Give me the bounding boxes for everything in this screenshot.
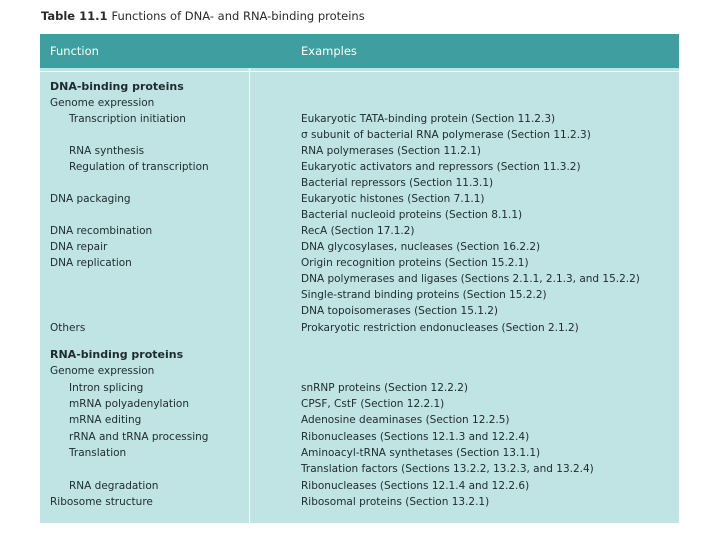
cell-example: Bacterial repressors (Section 11.3.1) <box>301 177 494 189</box>
cell-example: Eukaryotic histones (Section 7.1.1) <box>301 193 485 205</box>
cell-function: Intron splicing <box>69 382 144 394</box>
table-row <box>40 111 679 127</box>
cell-example: RNA polymerases (Section 11.2.1) <box>301 145 482 157</box>
cell-example: RecA (Section 17.1.2) <box>301 225 415 237</box>
table-row <box>40 223 679 239</box>
cell-example: DNA glycosylases, nucleases (Section 16.2.2) <box>301 241 541 253</box>
cell-function: Others <box>50 322 86 334</box>
table-row <box>40 363 679 379</box>
cell-example: Bacterial nucleoid proteins (Section 8.1.1) <box>301 209 523 221</box>
cell-example: snRNP proteins (Section 12.2.2) <box>301 382 469 394</box>
table-row <box>40 271 679 287</box>
cell-function: DNA recombination <box>50 225 153 237</box>
table-row <box>40 380 679 396</box>
table-row <box>40 396 679 412</box>
table-row <box>40 303 679 319</box>
table-row <box>40 445 679 461</box>
table-row <box>40 239 679 255</box>
cell-function: Genome expression <box>50 365 155 377</box>
header-function: Function <box>50 44 99 58</box>
cell-example: Ribonucleases (Sections 12.1.4 and 12.2.6) <box>301 480 530 492</box>
table-row <box>40 95 679 111</box>
cell-example: Prokaryotic restriction endonucleases (Section 2.1.2) <box>301 322 579 334</box>
cell-example: Adenosine deaminases (Section 12.2.5) <box>301 414 510 426</box>
table-header <box>40 34 679 68</box>
functions-table <box>40 34 679 523</box>
cell-example: Single-strand binding proteins (Section 15.2.2) <box>301 289 547 301</box>
cell-function: RNA degradation <box>69 480 159 492</box>
cell-function: Transcription initiation <box>69 113 186 125</box>
cell-example: Eukaryotic activators and repressors (Section 11.3.2) <box>301 161 581 173</box>
cell-function: DNA packaging <box>50 193 131 205</box>
table-row <box>40 287 679 303</box>
table-row <box>40 461 679 477</box>
table-row <box>40 412 679 428</box>
cell-example: Origin recognition proteins (Section 15.2.1) <box>301 257 529 269</box>
table-row <box>40 320 679 336</box>
cell-function: Ribosome structure <box>50 496 153 508</box>
table-row <box>40 159 679 175</box>
table-row <box>40 127 679 143</box>
cell-example: CPSF, CstF (Section 12.2.1) <box>301 398 445 410</box>
cell-function: Genome expression <box>50 97 155 109</box>
cell-function: RNA synthesis <box>69 145 145 157</box>
cell-example: Translation factors (Sections 13.2.2, 13.2.3, and 13.2.4) <box>301 463 594 475</box>
cell-example: Eukaryotic TATA-binding protein (Section 11.2.3) <box>301 113 556 125</box>
cell-example: Ribonucleases (Sections 12.1.3 and 12.2.4) <box>301 431 530 443</box>
cell-function: DNA repair <box>50 241 108 253</box>
cell-example: DNA topoisomerases (Section 15.1.2) <box>301 305 499 317</box>
cell-example: σ subunit of bacterial RNA polymerase (Section 11.2.3) <box>301 129 591 141</box>
table-row <box>40 347 679 363</box>
header-examples: Examples <box>301 44 357 58</box>
table-caption <box>41 9 365 23</box>
table-row <box>40 175 679 191</box>
table-row <box>40 143 679 159</box>
table-row <box>40 255 679 271</box>
table-number: Table 11.1 <box>41 9 108 23</box>
cell-example: Ribosomal proteins (Section 13.2.1) <box>301 496 490 508</box>
cell-example: DNA polymerases and ligases (Sections 2.1.1, 2.1.3, and 15.2.2) <box>301 273 640 285</box>
section-heading: DNA-binding proteins <box>50 80 184 93</box>
table-row <box>40 429 679 445</box>
cell-function: DNA replication <box>50 257 132 269</box>
section-heading: RNA-binding proteins <box>50 348 184 361</box>
cell-function: Translation <box>69 447 127 459</box>
table-row <box>40 191 679 207</box>
table-row <box>40 79 679 95</box>
table-row <box>40 478 679 494</box>
cell-function: rRNA and tRNA processing <box>69 431 209 443</box>
cell-function: mRNA editing <box>69 414 142 426</box>
cell-function: mRNA polyadenylation <box>69 398 190 410</box>
table-row <box>40 207 679 223</box>
cell-function: Regulation of transcription <box>69 161 209 173</box>
cell-example: Aminoacyl-tRNA synthetases (Section 13.1.1) <box>301 447 541 459</box>
table-title: Functions of DNA- and RNA-binding proteins <box>111 9 365 23</box>
table-row <box>40 494 679 510</box>
header-divider <box>40 71 679 72</box>
